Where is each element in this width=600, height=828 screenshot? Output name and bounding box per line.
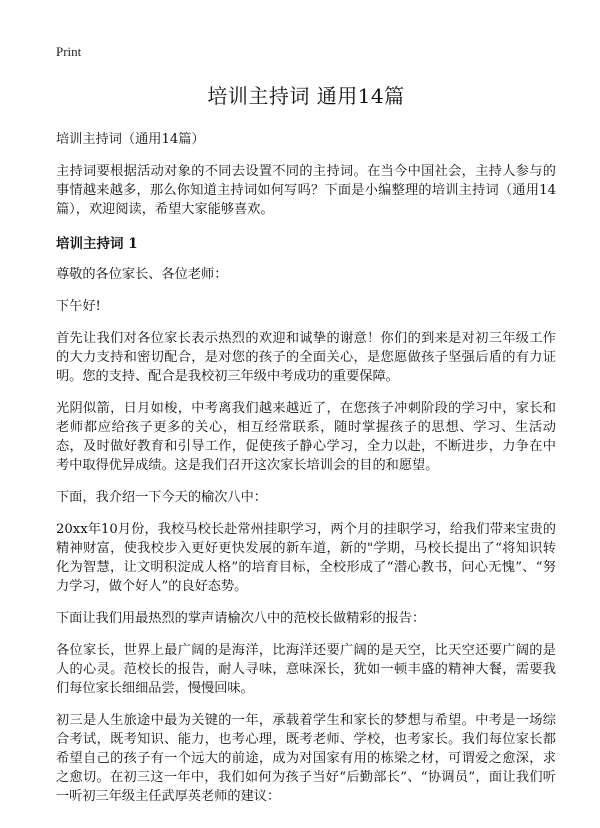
- paragraph-principal-study: 20xx年10月份，我校马校长赴常州挂职学习，两个月的挂职学习，给我们带来宝贵的精神财富，使我校步入更好更快发展的新车道，新的"学期，马校长提出了“将知识转化为智慧，让文明积淀成人格”的培育目标，全校形成了“潜心教书，问心无愧”、“努力学习，做个好人”的良好态势。: [56, 522, 556, 594]
- paragraph-salutation: 尊敬的各位家长、各位老师：: [56, 267, 228, 282]
- intro-paragraph: 主持词要根据活动对象的不同去设置不同的主持词。在当今中国社会，主持人参与的事情越来越多，那么你知道主持词如何写吗？下面是小编整理的培训主持词（通用14篇），欢迎阅读，希望大家能够喜欢。: [56, 164, 556, 217]
- paragraph-intro-school: 下面，我介绍一下今天的榆次八中：: [56, 490, 267, 505]
- paragraph-invite-report: 下面让我们用最热烈的掌声请榆次八中的范校长做精彩的报告：: [56, 611, 426, 626]
- paragraph-greeting: 下午好!: [56, 299, 101, 314]
- section-heading: 培训主持词 1: [56, 236, 138, 252]
- print-link[interactable]: Print: [56, 44, 82, 59]
- paragraph-time: 光阴似箭，日月如梭，中考离我们越来越近了，在您孩子冲刺阶段的学习中，家长和老师都应给孩子更多的关心，相互经常联系，随时掌握孩子的思想、学习、生活动态，及时做好教育和引导工作，促使孩子静心学习，全力以赴，不断进步，力争在中考中取得优异成绩。这是我们召开这次家长培训会的目的和愿望。: [56, 401, 556, 473]
- paragraph-report-comment: 各位家长，世界上最广阔的是海洋，比海洋还要广阔的是天空，比天空还要广阔的是人的心灵。范校长的报告，耐人寻味，意味深长，犹如一顿丰盛的精神大餐，需要我们每位家长细细品尝，慢慢回味。: [56, 643, 556, 696]
- document-subtitle-line: 培训主持词（通用14篇）: [56, 132, 205, 147]
- paragraph-welcome: 首先让我们对各位家长表示热烈的欢迎和诚挚的谢意！你们的到来是对初三年级工作的大力支持和密切配合，是对您的孩子的全面关心，是您愿做孩子坚强后盾的有力证明。您的支持、配合是我校初三年级中考成功的重要保障。: [56, 331, 556, 384]
- document-title: 培训主持词 通用14篇: [207, 84, 405, 108]
- paragraph-grade-three: 初三是人生旅途中最为关键的一年，承载着学生和家长的梦想与希望。中考是一场综合考试，既考知识、能力，也考心理，既考老师、学校，也考家长。我们每位家长都希望自己的孩子有一个远大的前途，成为对国家有用的栋梁之材，可谓爱之愈深，求之愈切。在初三这一年中，我们如何为孩子当好“后勤部长”、“协调员”，面让我们听一听初三年级主任武厚英老师的建议：: [56, 713, 556, 804]
